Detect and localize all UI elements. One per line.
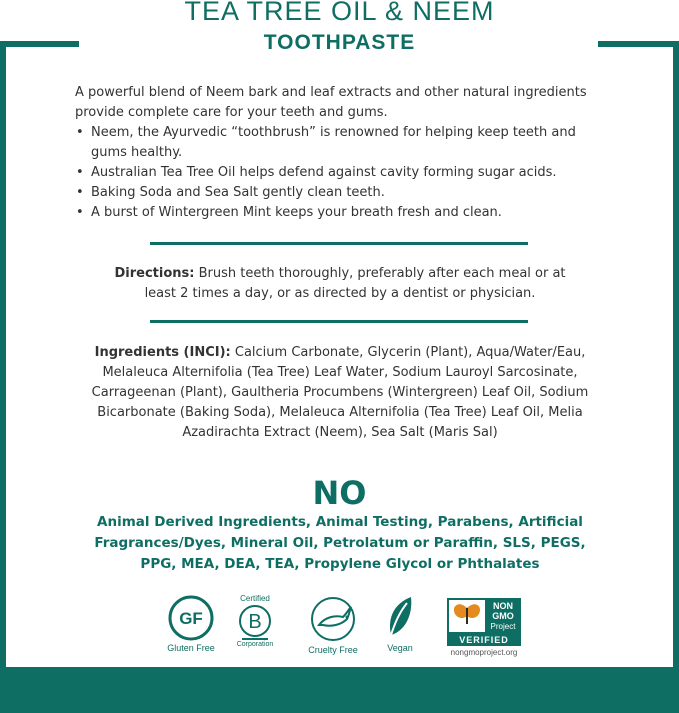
- benefit-item: • Baking Soda and Sea Salt gently clean teeth.: [91, 183, 615, 203]
- leaping-bunny-icon: [305, 595, 361, 643]
- frame-bottom-band: [0, 667, 679, 713]
- product-title-line1: TEA TREE OIL & NEEM: [184, 0, 495, 26]
- intro-section: [75, 83, 615, 223]
- cruelty-free-caption: Cruelty Free: [308, 645, 358, 655]
- bcorp-mark: B: [248, 611, 262, 633]
- non-gmo-badge: [442, 598, 526, 657]
- gluten-free-caption: Gluten Free: [167, 643, 215, 653]
- nongmo-verified: VERIFIED: [459, 635, 509, 645]
- gluten-free-badge: [162, 595, 220, 653]
- nongmo-line2: GMO: [492, 611, 514, 621]
- nongmo-url: nongmoproject.org: [450, 648, 518, 657]
- frame-top-right: [598, 41, 679, 47]
- ingredients-label: Ingredients (INCI):: [94, 345, 231, 360]
- bcorp-caption: Corporation: [236, 641, 274, 648]
- frame-right: [673, 41, 679, 713]
- ingredients-text: Calcium Carbonate, Glycerin (Plant), Aqua/Water/Eau, Melaleuca Alternifolia (Tea Tree) Leaf Water, Sodium Lauroyl Sarcosinate, Carrageenan (Plant), Gaultheria Procumbens (Wintergreen) Leaf Oil, Sodium Bicarbonate (Baking Soda), Melaleuca Alternifolia (Tea Tree) Leaf Oil, Melia Azadirachta Extract (Neem), Sea Salt (Maris Sal): [91, 345, 589, 440]
- directions-label: Directions:: [114, 266, 195, 281]
- no-list: Animal Derived Ingredients, Animal Testing, Parabens, Artificial Fragrances/Dyes, Mineral Oil, Petrolatum or Paraffin, SLS, PEGS, PPG, MEA, DEA, TEA, Propylene Glycol or Phthalates: [94, 514, 586, 572]
- gluten-free-icon: [168, 595, 214, 641]
- directions-section: [100, 264, 580, 304]
- product-title-line2: TOOTHPASTE: [263, 31, 416, 54]
- non-gmo-butterfly-icon: [445, 598, 523, 646]
- frame-top-left: [0, 41, 79, 47]
- vegan-leaf-icon: [385, 595, 415, 641]
- gf-mark: GF: [179, 609, 203, 628]
- divider: [150, 242, 528, 245]
- vegan-badge: [382, 595, 418, 653]
- benefit-item: • Australian Tea Tree Oil helps defend against cavity forming sugar acids.: [91, 163, 615, 183]
- no-heading: NO: [312, 474, 367, 512]
- b-corp-icon: [237, 603, 273, 641]
- cruelty-free-badge: [300, 595, 366, 655]
- b-corp-badge: [230, 594, 280, 648]
- nongmo-line3: Project: [490, 622, 516, 631]
- frame-left: [0, 41, 6, 713]
- divider: [150, 320, 528, 323]
- directions-text: Brush teeth thoroughly, preferably after each meal or at least 2 times a day, or as directed by a dentist or physician.: [144, 266, 566, 301]
- vegan-caption: Vegan: [387, 643, 413, 653]
- nongmo-line1: NON: [493, 601, 513, 611]
- benefit-list: [75, 123, 615, 223]
- benefit-item: • A burst of Wintergreen Mint keeps your breath fresh and clean.: [91, 203, 615, 223]
- bcorp-top-label: Certified: [240, 594, 270, 603]
- benefit-item: • Neem, the Ayurvedic “toothbrush” is renowned for helping keep teeth and gums healthy.: [91, 123, 615, 163]
- ingredients-section: [80, 343, 600, 443]
- intro-text: A powerful blend of Neem bark and leaf extracts and other natural ingredients provide complete care for your teeth and gums.: [75, 85, 587, 120]
